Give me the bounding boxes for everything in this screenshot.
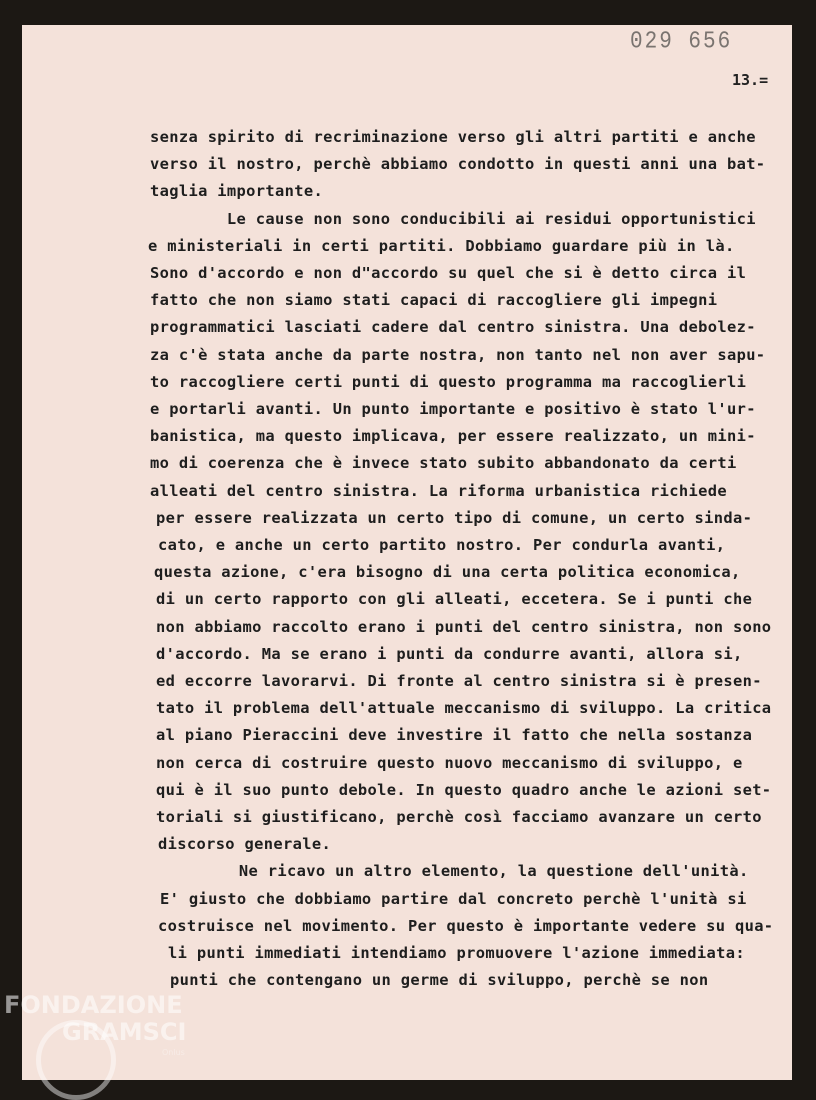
text-line: non abbiamo raccolto erano i punti del centro sinistra, non sono	[156, 617, 772, 636]
watermark-line-1: FONDAZIONE	[4, 991, 183, 1019]
text-line: toriali si giustificano, perchè così facciamo avanzare un certo	[156, 808, 762, 826]
text-line: E' giusto che dobbiamo partire dal concreto perchè l'unità si	[160, 889, 747, 908]
text-line: fatto che non siamo stati capaci di raccogliere gli impegni	[150, 291, 718, 310]
text-line: li punti immediati intendiamo promuovere l'azione immediata:	[168, 944, 745, 962]
watermark	[4, 992, 186, 1046]
text-line: e portarli avanti. Un punto importante e positivo è stato l'ur-	[150, 400, 756, 418]
text-line: Ne ricavo un altro elemento, la questione dell'unità.	[162, 862, 749, 881]
watermark-small: Onlus	[162, 1048, 185, 1057]
text-line: ed eccorre lavorarvi. Di fronte al centro sinistra si è presen-	[156, 672, 762, 690]
text-line: non cerca di costruire questo nuovo meccanismo di sviluppo, e	[156, 753, 743, 772]
text-line: cato, e anche un certo partito nostro. Per condurla avanti,	[158, 536, 726, 554]
text-line: per essere realizzata un certo tipo di comune, un certo sinda-	[156, 508, 753, 527]
text-line: punti che contengano un germe di sviluppo, perchè se non	[170, 971, 709, 990]
watermark-line-2: GRAMSCI	[62, 1018, 187, 1046]
text-line: to raccogliere certi punti di questo programma ma raccoglierli	[150, 372, 747, 391]
text-line: za c'è stata anche da parte nostra, non tanto nel non aver sapu-	[150, 345, 766, 364]
text-line: e ministeriali in certi partiti. Dobbiamo guardare più in là.	[148, 236, 735, 255]
text-line: al piano Pieraccini deve investire il fatto che nella sostanza	[156, 726, 753, 745]
document-page	[22, 25, 792, 1080]
text-line: senza spirito di recriminazione verso gli altri partiti e anche	[150, 128, 756, 146]
page-number: 13.=	[732, 71, 769, 89]
archive-stamp: 029 656	[630, 29, 733, 56]
text-line: di un certo rapporto con gli alleati, eccetera. Se i punti che	[156, 590, 753, 609]
text-line: verso il nostro, perchè abbiamo condotto in questi anni una bat-	[150, 155, 766, 174]
text-line: qui è il suo punto debole. In questo quadro anche le azioni set-	[156, 780, 772, 799]
text-line: Le cause non sono conducibili ai residui opportunistici	[150, 209, 756, 228]
text-line: Sono d'accordo e non d"accordo su quel che si è detto circa il	[150, 264, 747, 282]
text-line: d'accordo. Ma se erano i punti da condurre avanti, allora si,	[156, 644, 743, 663]
text-line: mo di coerenza che è invece stato subito abbandonato da certi	[150, 454, 737, 473]
text-line: alleati del centro sinistra. La riforma urbanistica richiede	[150, 481, 727, 500]
text-line: costruisce nel movimento. Per questo è importante vedere su qua-	[158, 916, 774, 935]
text-line: tato il problema dell'attuale meccanismo di sviluppo. La critica	[156, 699, 772, 718]
text-line: programmatici lasciati cadere dal centro sinistra. Una debolez-	[150, 318, 756, 337]
text-line: banistica, ma questo implicava, per essere realizzato, un mini-	[150, 427, 756, 446]
text-line: questa azione, c'era bisogno di una certa politica economica,	[154, 563, 741, 582]
text-line: discorso generale.	[158, 835, 332, 854]
text-line: taglia importante.	[150, 182, 324, 201]
